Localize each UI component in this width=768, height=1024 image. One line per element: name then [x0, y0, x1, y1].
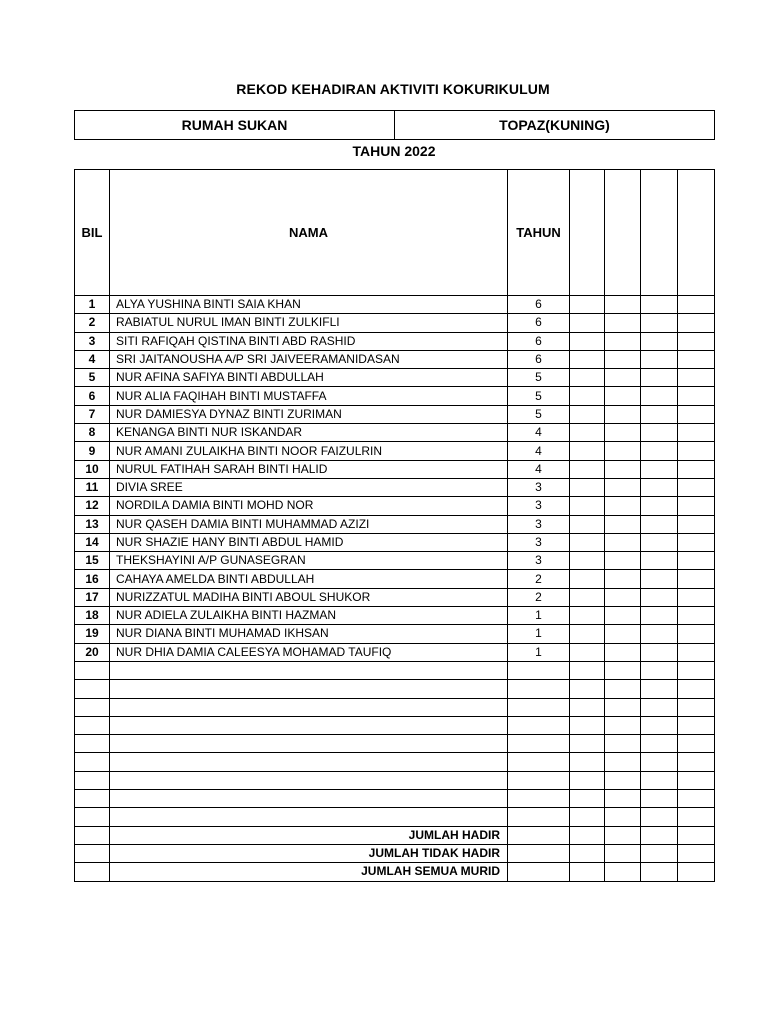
attendance-cell[interactable]: [641, 497, 678, 515]
student-tahun: 2: [508, 588, 570, 606]
attendance-cell[interactable]: [605, 478, 641, 496]
empty-row: [75, 698, 715, 716]
document-title: REKOD KEHADIRAN AKTIVITI KOKURIKULUM: [236, 81, 550, 97]
attendance-cell[interactable]: [678, 607, 715, 625]
attendance-cell[interactable]: [678, 442, 715, 460]
summary-row: [75, 844, 715, 862]
student-name: ALYA YUSHINA BINTI SAIA KHAN: [110, 296, 508, 314]
header-tahun: TAHUN: [508, 170, 570, 296]
student-tahun: 3: [508, 552, 570, 570]
student-tahun: 4: [508, 442, 570, 460]
attendance-cell[interactable]: [641, 350, 678, 368]
student-bil: 19: [75, 625, 110, 643]
attendance-cell[interactable]: [605, 588, 641, 606]
student-row: [75, 515, 715, 533]
attendance-cell[interactable]: [605, 643, 641, 661]
attendance-cell[interactable]: [678, 497, 715, 515]
student-name: NURIZZATUL MADIHA BINTI ABOUL SHUKOR: [110, 588, 508, 606]
empty-tahun-cell[interactable]: [508, 790, 570, 808]
student-tahun: 5: [508, 369, 570, 387]
attendance-cell[interactable]: [570, 716, 605, 734]
student-bil: 20: [75, 643, 110, 661]
year-title: TAHUN 2022: [352, 143, 436, 159]
student-bil: 1: [75, 296, 110, 314]
header-nama: NAMA: [110, 170, 508, 296]
attendance-cell[interactable]: [678, 296, 715, 314]
attendance-cell[interactable]: [570, 552, 605, 570]
attendance-cell[interactable]: [605, 753, 641, 771]
empty-bil-cell[interactable]: [75, 808, 110, 826]
attendance-cell[interactable]: [605, 844, 641, 862]
attendance-cell[interactable]: [605, 296, 641, 314]
empty-name-cell[interactable]: [110, 661, 508, 679]
attendance-cell[interactable]: [641, 808, 678, 826]
student-bil: 15: [75, 552, 110, 570]
attendance-cell[interactable]: [678, 314, 715, 332]
student-name: THEKSHAYINI A/P GUNASEGRAN: [110, 552, 508, 570]
attendance-cell[interactable]: [678, 771, 715, 789]
empty-row: [75, 661, 715, 679]
attendance-cell[interactable]: [605, 661, 641, 679]
attendance-cell[interactable]: [678, 698, 715, 716]
attendance-cell[interactable]: [605, 607, 641, 625]
empty-name-cell[interactable]: [110, 698, 508, 716]
attendance-cell[interactable]: [678, 625, 715, 643]
student-tahun: 3: [508, 478, 570, 496]
attendance-cell[interactable]: [570, 570, 605, 588]
student-name: NUR QASEH DAMIA BINTI MUHAMMAD AZIZI: [110, 515, 508, 533]
empty-bil-cell[interactable]: [75, 680, 110, 698]
student-tahun: 3: [508, 533, 570, 551]
student-tahun: 4: [508, 460, 570, 478]
attendance-cell[interactable]: [570, 405, 605, 423]
student-tahun: 6: [508, 332, 570, 350]
attendance-cell[interactable]: [641, 588, 678, 606]
student-name: NUR AMANI ZULAIKHA BINTI NOOR FAIZULRIN: [110, 442, 508, 460]
summary-value-cell[interactable]: [508, 863, 570, 881]
student-name: NORDILA DAMIA BINTI MOHD NOR: [110, 497, 508, 515]
student-bil: 10: [75, 460, 110, 478]
attendance-cell[interactable]: [678, 515, 715, 533]
attendance-cell[interactable]: [641, 405, 678, 423]
student-bil: 11: [75, 478, 110, 496]
student-bil: 5: [75, 369, 110, 387]
student-bil: 13: [75, 515, 110, 533]
student-row: [75, 497, 715, 515]
summary-label: JUMLAH TIDAK HADIR: [110, 844, 508, 862]
house-value: TOPAZ(KUNING): [395, 111, 715, 140]
attendance-cell[interactable]: [641, 716, 678, 734]
attendance-cell[interactable]: [605, 698, 641, 716]
house-label: RUMAH SUKAN: [75, 111, 395, 140]
student-row: [75, 533, 715, 551]
student-tahun: 5: [508, 387, 570, 405]
summary-bil-cell: [75, 844, 110, 862]
house-info-table: [74, 110, 715, 140]
empty-name-cell[interactable]: [110, 716, 508, 734]
student-tahun: 1: [508, 643, 570, 661]
student-bil: 3: [75, 332, 110, 350]
student-row: [75, 588, 715, 606]
attendance-cell[interactable]: [570, 607, 605, 625]
attendance-cell[interactable]: [678, 661, 715, 679]
attendance-cell[interactable]: [605, 497, 641, 515]
student-bil: 12: [75, 497, 110, 515]
empty-tahun-cell[interactable]: [508, 735, 570, 753]
attendance-cell[interactable]: [570, 771, 605, 789]
empty-bil-cell[interactable]: [75, 698, 110, 716]
attendance-cell[interactable]: [570, 790, 605, 808]
attendance-cell[interactable]: [678, 808, 715, 826]
student-name: KENANGA BINTI NUR ISKANDAR: [110, 424, 508, 442]
student-row: [75, 350, 715, 368]
student-tahun: 3: [508, 497, 570, 515]
attendance-cell[interactable]: [570, 826, 605, 844]
attendance-cell[interactable]: [641, 844, 678, 862]
attendance-cell[interactable]: [605, 771, 641, 789]
attendance-cell[interactable]: [641, 863, 678, 881]
student-name: SITI RAFIQAH QISTINA BINTI ABD RASHID: [110, 332, 508, 350]
student-tahun: 6: [508, 350, 570, 368]
header-bil: BIL: [75, 170, 110, 296]
attendance-cell[interactable]: [678, 387, 715, 405]
header-date-cell[interactable]: [605, 170, 641, 296]
student-bil: 9: [75, 442, 110, 460]
attendance-cell[interactable]: [605, 369, 641, 387]
attendance-cell[interactable]: [641, 314, 678, 332]
student-row: [75, 552, 715, 570]
summary-value-cell[interactable]: [508, 826, 570, 844]
attendance-cell[interactable]: [641, 753, 678, 771]
attendance-cell[interactable]: [570, 314, 605, 332]
summary-row: [75, 826, 715, 844]
attendance-cell[interactable]: [678, 753, 715, 771]
student-bil: 16: [75, 570, 110, 588]
attendance-cell[interactable]: [570, 625, 605, 643]
attendance-cell[interactable]: [641, 478, 678, 496]
student-name: NUR AFINA SAFIYA BINTI ABDULLAH: [110, 369, 508, 387]
student-name: NUR ADIELA ZULAIKHA BINTI HAZMAN: [110, 607, 508, 625]
student-tahun: 2: [508, 570, 570, 588]
attendance-cell[interactable]: [605, 387, 641, 405]
attendance-cell[interactable]: [641, 442, 678, 460]
attendance-cell[interactable]: [641, 332, 678, 350]
attendance-cell[interactable]: [641, 460, 678, 478]
attendance-cell[interactable]: [678, 844, 715, 862]
attendance-cell[interactable]: [641, 826, 678, 844]
summary-bil-cell: [75, 826, 110, 844]
attendance-cell[interactable]: [570, 735, 605, 753]
student-row: [75, 332, 715, 350]
attendance-cell[interactable]: [570, 680, 605, 698]
student-bil: 18: [75, 607, 110, 625]
attendance-cell[interactable]: [641, 552, 678, 570]
student-name: DIVIA SREE: [110, 478, 508, 496]
student-name: NUR DIANA BINTI MUHAMAD IKHSAN: [110, 625, 508, 643]
attendance-cell[interactable]: [641, 698, 678, 716]
attendance-cell[interactable]: [570, 515, 605, 533]
attendance-cell[interactable]: [678, 478, 715, 496]
attendance-cell[interactable]: [678, 533, 715, 551]
attendance-cell[interactable]: [605, 863, 641, 881]
student-row: [75, 296, 715, 314]
attendance-cell[interactable]: [641, 296, 678, 314]
attendance-cell[interactable]: [678, 460, 715, 478]
student-tahun: 3: [508, 515, 570, 533]
student-row: [75, 460, 715, 478]
student-name: NURUL FATIHAH SARAH BINTI HALID: [110, 460, 508, 478]
attendance-cell[interactable]: [570, 808, 605, 826]
empty-bil-cell[interactable]: [75, 771, 110, 789]
student-tahun: 1: [508, 607, 570, 625]
student-bil: 14: [75, 533, 110, 551]
attendance-cell[interactable]: [605, 552, 641, 570]
attendance-cell[interactable]: [641, 533, 678, 551]
attendance-cell[interactable]: [570, 332, 605, 350]
student-row: [75, 643, 715, 661]
header-date-cell[interactable]: [570, 170, 605, 296]
attendance-cell[interactable]: [570, 661, 605, 679]
attendance-cell[interactable]: [641, 771, 678, 789]
student-bil: 4: [75, 350, 110, 368]
empty-tahun-cell[interactable]: [508, 771, 570, 789]
student-row: [75, 424, 715, 442]
summary-row: [75, 863, 715, 881]
student-name: NUR DHIA DAMIA CALEESYA MOHAMAD TAUFIQ: [110, 643, 508, 661]
empty-row: [75, 680, 715, 698]
empty-row: [75, 735, 715, 753]
attendance-cell[interactable]: [605, 826, 641, 844]
student-tahun: 5: [508, 405, 570, 423]
student-row: [75, 607, 715, 625]
empty-tahun-cell[interactable]: [508, 680, 570, 698]
attendance-cell[interactable]: [678, 588, 715, 606]
empty-row: [75, 753, 715, 771]
empty-name-cell[interactable]: [110, 680, 508, 698]
attendance-cell[interactable]: [678, 424, 715, 442]
attendance-cell[interactable]: [641, 369, 678, 387]
student-row: [75, 570, 715, 588]
attendance-cell[interactable]: [605, 680, 641, 698]
empty-bil-cell[interactable]: [75, 661, 110, 679]
attendance-cell[interactable]: [570, 478, 605, 496]
student-row: [75, 387, 715, 405]
attendance-cell[interactable]: [641, 570, 678, 588]
attendance-cell[interactable]: [678, 405, 715, 423]
attendance-cell[interactable]: [641, 625, 678, 643]
student-name: RABIATUL NURUL IMAN BINTI ZULKIFLI: [110, 314, 508, 332]
summary-bil-cell: [75, 863, 110, 881]
student-name: SRI JAITANOUSHA A/P SRI JAIVEERAMANIDASAN: [110, 350, 508, 368]
attendance-cell[interactable]: [641, 607, 678, 625]
attendance-cell[interactable]: [605, 424, 641, 442]
empty-bil-cell[interactable]: [75, 716, 110, 734]
attendance-cell[interactable]: [570, 844, 605, 862]
student-name: NUR DAMIESYA DYNAZ BINTI ZURIMAN: [110, 405, 508, 423]
attendance-cell[interactable]: [570, 387, 605, 405]
student-row: [75, 478, 715, 496]
empty-bil-cell[interactable]: [75, 790, 110, 808]
attendance-cell[interactable]: [605, 735, 641, 753]
empty-row: [75, 716, 715, 734]
attendance-cell[interactable]: [570, 863, 605, 881]
attendance-cell[interactable]: [678, 790, 715, 808]
student-bil: 17: [75, 588, 110, 606]
empty-name-cell[interactable]: [110, 808, 508, 826]
student-bil: 2: [75, 314, 110, 332]
empty-tahun-cell[interactable]: [508, 808, 570, 826]
attendance-cell[interactable]: [678, 350, 715, 368]
empty-name-cell[interactable]: [110, 790, 508, 808]
attendance-cell[interactable]: [678, 716, 715, 734]
empty-tahun-cell[interactable]: [508, 716, 570, 734]
attendance-cell[interactable]: [605, 332, 641, 350]
attendance-cell[interactable]: [678, 826, 715, 844]
attendance-cell[interactable]: [678, 570, 715, 588]
attendance-cell[interactable]: [605, 625, 641, 643]
attendance-cell[interactable]: [570, 643, 605, 661]
student-name: NUR SHAZIE HANY BINTI ABDUL HAMID: [110, 533, 508, 551]
empty-tahun-cell[interactable]: [508, 661, 570, 679]
attendance-cell[interactable]: [678, 863, 715, 881]
attendance-cell[interactable]: [605, 790, 641, 808]
attendance-cell[interactable]: [605, 808, 641, 826]
empty-bil-cell[interactable]: [75, 735, 110, 753]
attendance-cell[interactable]: [641, 643, 678, 661]
student-name: NUR ALIA FAQIHAH BINTI MUSTAFFA: [110, 387, 508, 405]
summary-label: JUMLAH SEMUA MURID: [110, 863, 508, 881]
attendance-cell[interactable]: [570, 369, 605, 387]
empty-bil-cell[interactable]: [75, 753, 110, 771]
attendance-cell[interactable]: [678, 680, 715, 698]
attendance-cell[interactable]: [605, 314, 641, 332]
attendance-cell[interactable]: [570, 497, 605, 515]
attendance-cell[interactable]: [678, 643, 715, 661]
empty-name-cell[interactable]: [110, 735, 508, 753]
empty-row: [75, 808, 715, 826]
empty-name-cell[interactable]: [110, 771, 508, 789]
empty-row: [75, 790, 715, 808]
student-tahun: 6: [508, 296, 570, 314]
attendance-cell[interactable]: [678, 332, 715, 350]
student-row: [75, 625, 715, 643]
attendance-cell[interactable]: [605, 533, 641, 551]
header-row: [75, 170, 715, 296]
attendance-cell[interactable]: [570, 753, 605, 771]
student-row: [75, 369, 715, 387]
summary-value-cell[interactable]: [508, 844, 570, 862]
student-name: CAHAYA AMELDA BINTI ABDULLAH: [110, 570, 508, 588]
attendance-cell[interactable]: [605, 405, 641, 423]
attendance-cell[interactable]: [570, 296, 605, 314]
student-bil: 8: [75, 424, 110, 442]
attendance-cell[interactable]: [605, 570, 641, 588]
attendance-cell[interactable]: [570, 698, 605, 716]
attendance-cell[interactable]: [570, 350, 605, 368]
empty-row: [75, 771, 715, 789]
attendance-cell[interactable]: [570, 424, 605, 442]
student-tahun: 1: [508, 625, 570, 643]
student-tahun: 6: [508, 314, 570, 332]
attendance-cell[interactable]: [641, 515, 678, 533]
student-bil: 6: [75, 387, 110, 405]
empty-name-cell[interactable]: [110, 753, 508, 771]
student-row: [75, 405, 715, 423]
attendance-cell[interactable]: [605, 716, 641, 734]
attendance-cell[interactable]: [678, 369, 715, 387]
header-date-cell[interactable]: [641, 170, 678, 296]
attendance-cell[interactable]: [605, 350, 641, 368]
attendance-cell[interactable]: [641, 735, 678, 753]
student-tahun: 4: [508, 424, 570, 442]
attendance-cell[interactable]: [641, 424, 678, 442]
summary-label: JUMLAH HADIR: [110, 826, 508, 844]
attendance-cell[interactable]: [641, 661, 678, 679]
attendance-cell[interactable]: [641, 680, 678, 698]
attendance-table: [74, 169, 715, 882]
attendance-cell[interactable]: [678, 552, 715, 570]
attendance-cell[interactable]: [570, 442, 605, 460]
attendance-cell[interactable]: [570, 460, 605, 478]
student-row: [75, 442, 715, 460]
attendance-cell[interactable]: [641, 790, 678, 808]
attendance-cell[interactable]: [605, 460, 641, 478]
attendance-cell[interactable]: [570, 533, 605, 551]
attendance-cell[interactable]: [641, 387, 678, 405]
student-bil: 7: [75, 405, 110, 423]
attendance-cell[interactable]: [570, 588, 605, 606]
attendance-cell[interactable]: [605, 442, 641, 460]
header-date-cell[interactable]: [678, 170, 715, 296]
empty-tahun-cell[interactable]: [508, 698, 570, 716]
attendance-cell[interactable]: [605, 515, 641, 533]
empty-tahun-cell[interactable]: [508, 753, 570, 771]
attendance-cell[interactable]: [678, 735, 715, 753]
student-row: [75, 314, 715, 332]
